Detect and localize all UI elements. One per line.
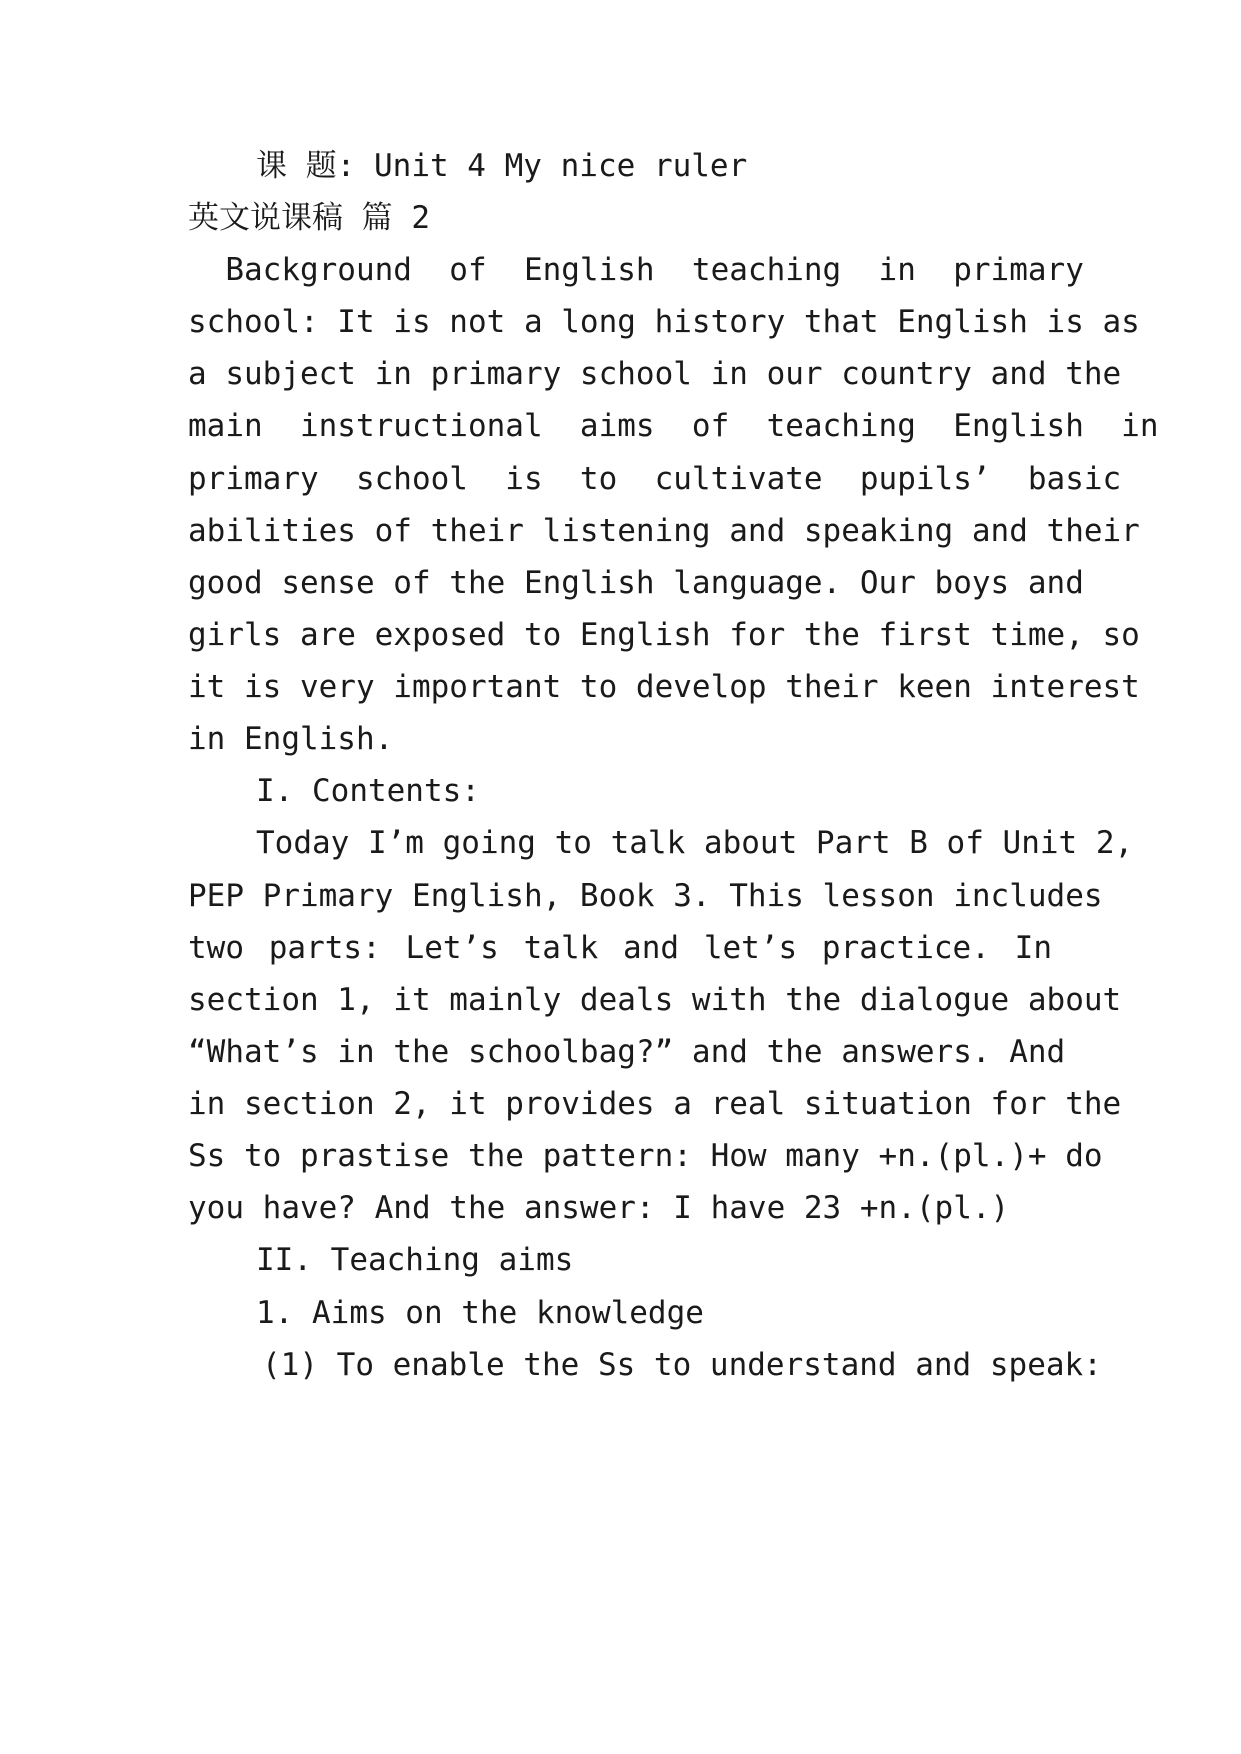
knowledge-aims-subheading: 1. Aims on the knowledge — [256, 1295, 704, 1331]
paragraph-line: Ss to prastise the pattern: How many +n.(pl.)+ do — [188, 1138, 1103, 1174]
paragraph-line: abilities of their listening and speaking and their — [188, 513, 1140, 549]
paragraph-line: primary school is to cultivate pupils’ basic — [188, 461, 1122, 497]
contents-heading: I. Contents: — [256, 773, 480, 809]
paragraph-line: in English. — [188, 721, 394, 757]
paragraph-line: it is very important to develop their keen interest — [188, 669, 1140, 705]
paragraph-line: school: It is not a long history that English is as — [188, 304, 1140, 340]
paragraph-line: two parts: Let’s talk and let’s practice. In — [188, 930, 1052, 966]
lesson-title: 课 题: Unit 4 My nice ruler — [256, 148, 748, 184]
paragraph-line: Background of English teaching in primary — [188, 252, 1084, 288]
teaching-aims-heading: II. Teaching aims — [256, 1242, 574, 1278]
paragraph-line: you have? And the answer: I have 23 +n.(pl.) — [188, 1190, 1010, 1226]
paragraph-line: in section 2, it provides a real situation for the — [188, 1086, 1122, 1122]
paragraph-line: good sense of the English language. Our boys and — [188, 565, 1084, 601]
paragraph-line: section 1, it mainly deals with the dialogue about — [188, 982, 1122, 1018]
paragraph-line: “What’s in the schoolbag?” and the answers. And — [188, 1034, 1066, 1070]
paragraph-line: a subject in primary school in our country and the — [188, 356, 1122, 392]
document-subtitle: 英文说课稿 篇 2 — [188, 200, 430, 236]
paragraph-line: main instructional aims of teaching English in — [188, 408, 1159, 444]
paragraph-line: girls are exposed to English for the first time, so — [188, 617, 1140, 653]
aims-list-item: (1) To enable the Ss to understand and speak: — [262, 1347, 1102, 1383]
paragraph-line: PEP Primary English, Book 3. This lesson includes — [188, 878, 1103, 914]
paragraph-line: Today I’m going to talk about Part B of Unit 2, — [256, 825, 1134, 861]
